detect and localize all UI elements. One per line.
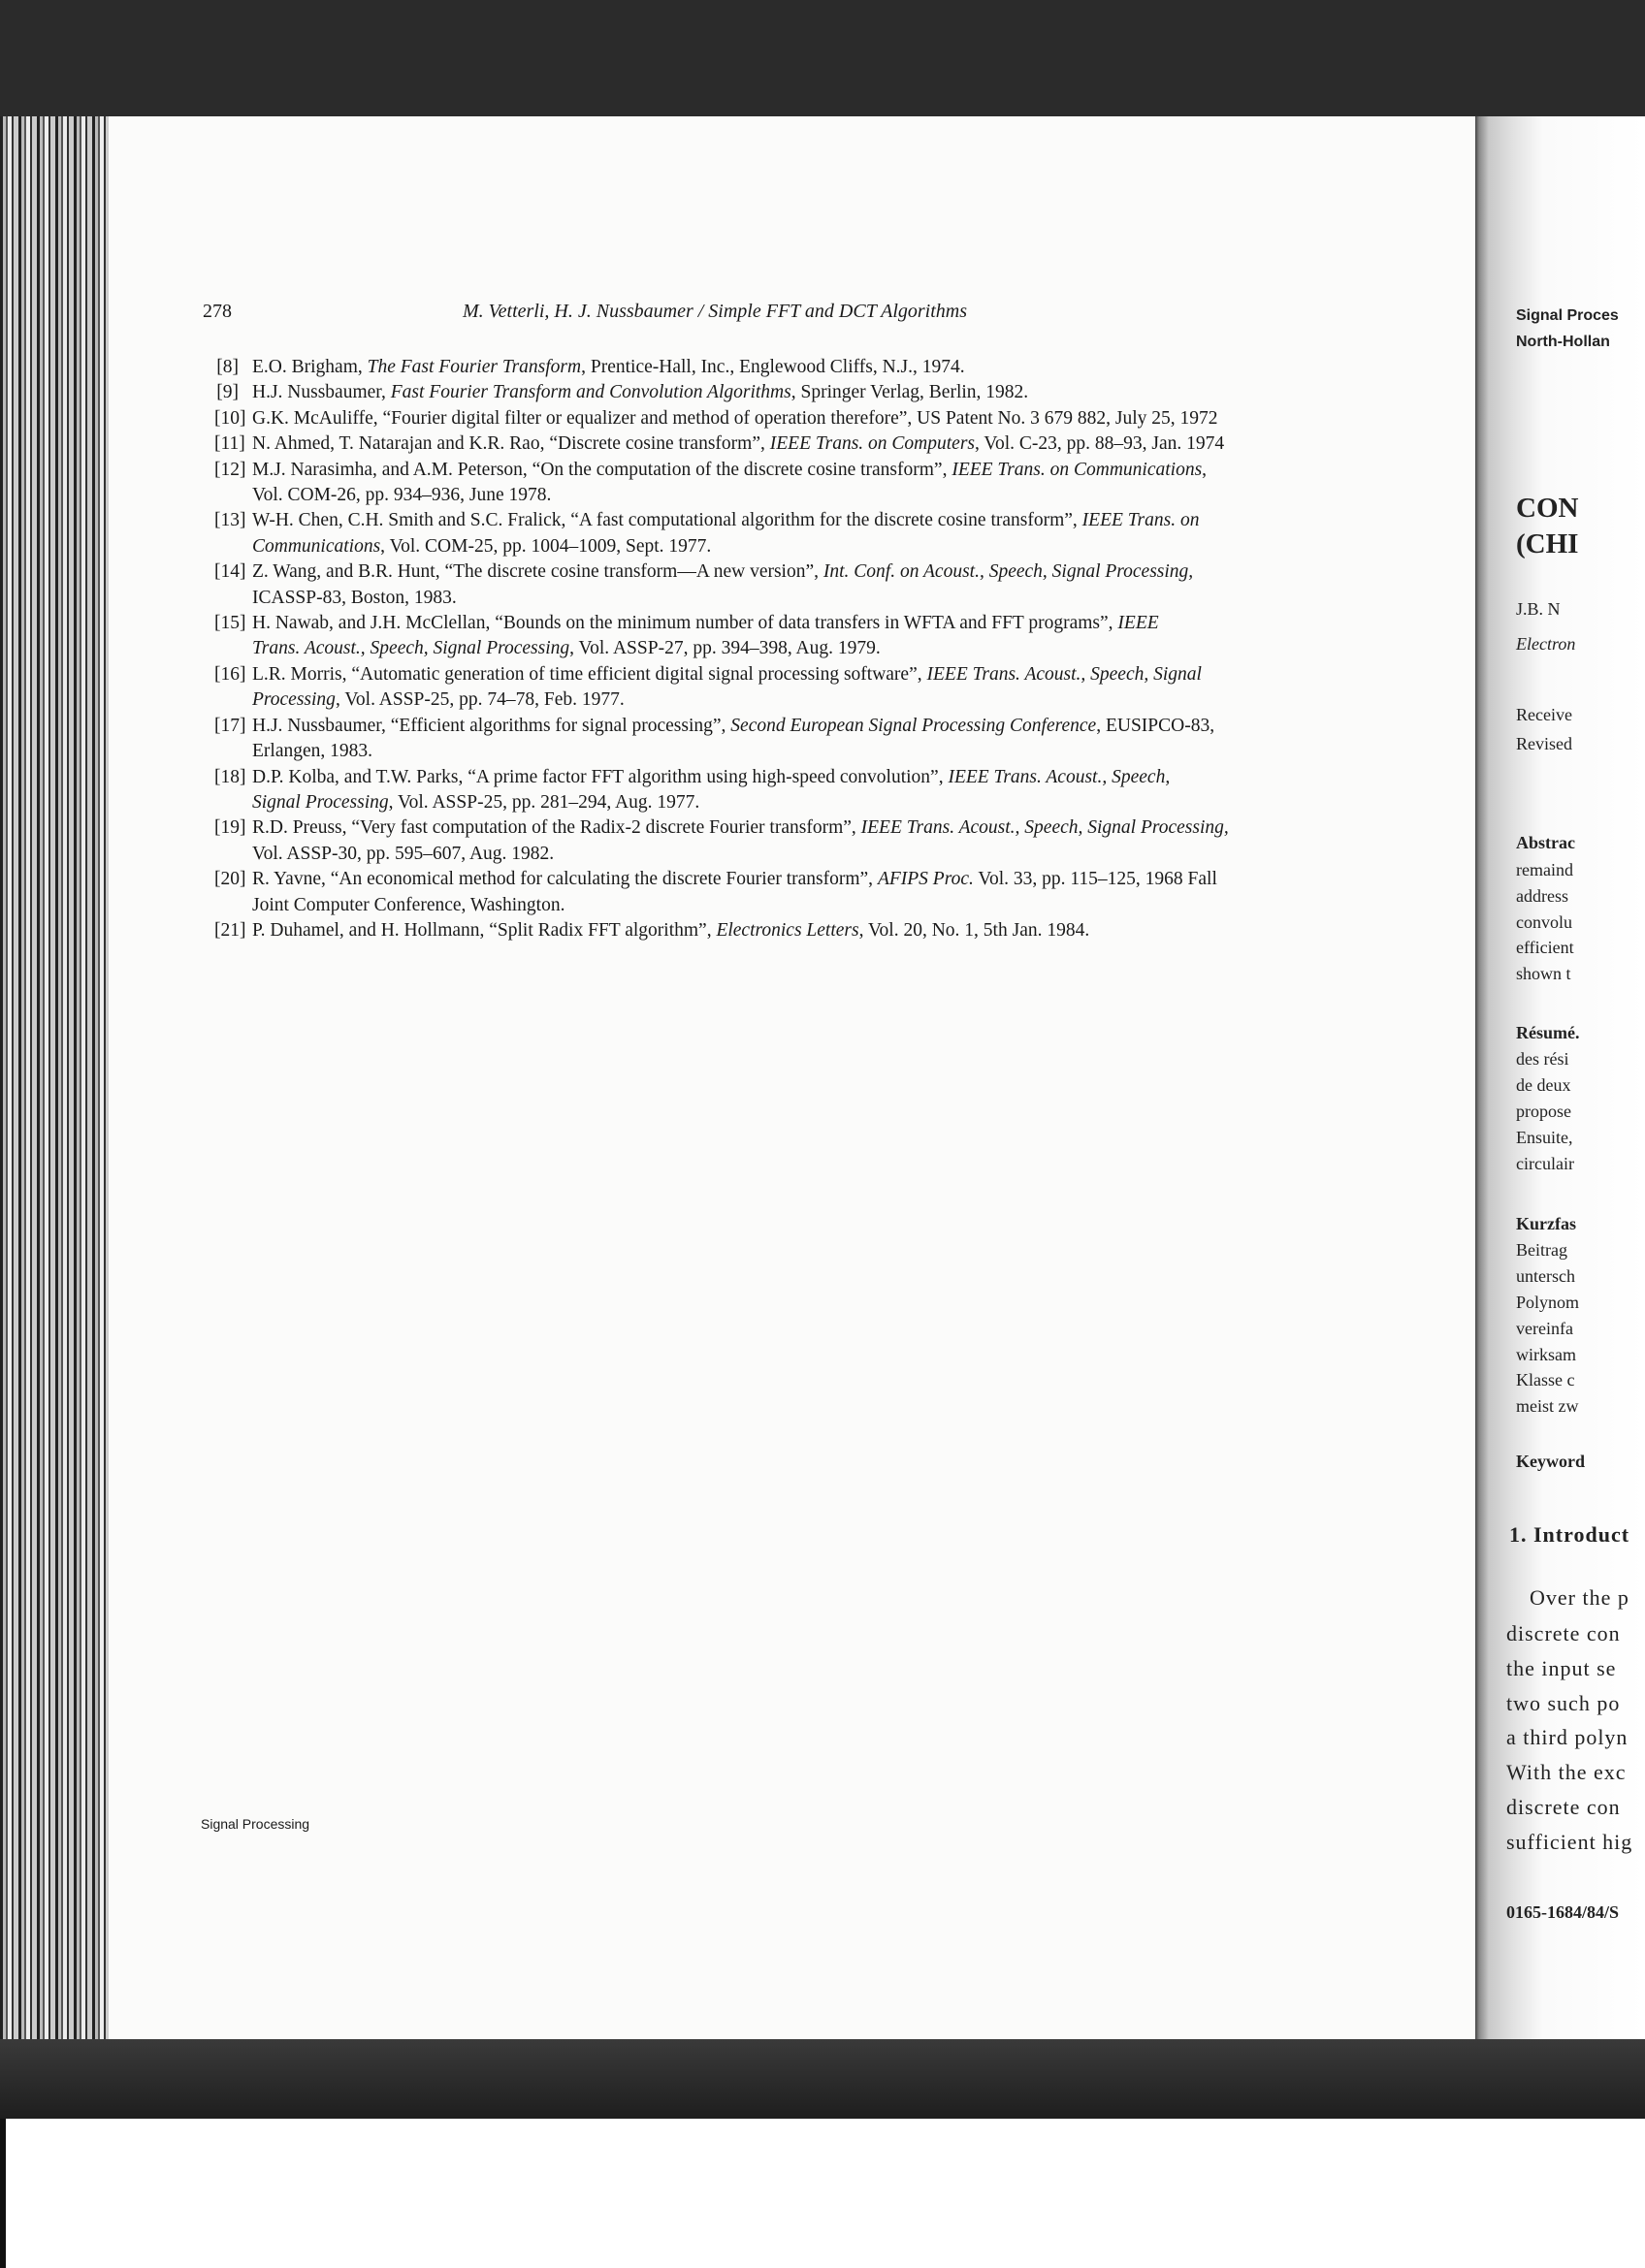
reference-italic-text: IEEE Trans. Acoust., Speech, Signal Processing, — [860, 817, 1229, 839]
reference-text: E.O. Brigham, — [252, 357, 368, 377]
reference-italic-text: Int. Conf. on Acoust., Speech, Signal Processing, — [822, 561, 1194, 583]
kurzfassung-line: wirksam — [1516, 1345, 1576, 1364]
reference-text: , Vol. C-23, pp. 88–93, Jan. 1974 — [975, 433, 1225, 455]
reference-line — [252, 790, 1229, 815]
reference-italic-text: IEEE Trans. Acoust., Speech, Signal — [926, 663, 1202, 685]
scan-edge-strip — [0, 2119, 6, 2268]
section-heading: 1. Introduct — [1509, 1522, 1630, 1547]
kurzfassung-line: meist zw — [1516, 1396, 1579, 1416]
reference-number: [12] — [214, 459, 246, 480]
reference-item — [201, 559, 1229, 611]
book-spine-edge — [0, 116, 109, 2039]
reference-number: [18] — [214, 766, 246, 787]
reference-italic-text: Trans. Acoust., Speech, Signal Processing — [252, 638, 570, 659]
right-page — [1475, 116, 1645, 2039]
resume-line: circulair — [1516, 1154, 1574, 1173]
reference-italic-text: Communications — [252, 535, 381, 557]
reference-line — [214, 406, 1229, 431]
reference-item — [201, 380, 1229, 405]
revised-date: Revised — [1516, 734, 1572, 753]
reference-text: ICASSP-83, Boston, 1983. — [252, 587, 457, 608]
reference-italic-text: IEEE Trans. on Communications — [952, 459, 1203, 480]
received-date: Receive — [1516, 705, 1572, 724]
reference-text: , — [1202, 459, 1208, 480]
intro-line: Over the p — [1530, 1585, 1629, 1610]
reference-italic-text: IEEE Trans. on — [1081, 510, 1200, 531]
resume-line: propose — [1516, 1102, 1571, 1121]
reference-line — [252, 483, 1229, 508]
reference-item — [201, 611, 1229, 662]
reference-line — [252, 534, 1229, 559]
reference-text: D.P. Kolba, and T.W. Parks, “A prime factor FFT algorithm using high-speed convolution”, — [252, 766, 949, 787]
intro-line: sufficient hig — [1506, 1830, 1633, 1854]
reference-number: [19] — [214, 817, 246, 839]
reference-number: [15] — [214, 613, 246, 634]
reference-text: Vol. 33, pp. 115–125, 1968 Fall — [973, 869, 1217, 890]
reference-italic-text: Signal Processing — [252, 791, 389, 813]
scan-bottom-border — [0, 2039, 1645, 2119]
intro-line: discrete con — [1506, 1795, 1621, 1819]
reference-text: , Prentice-Hall, Inc., Englewood Cliffs, N.J., 1974. — [581, 357, 965, 377]
reference-line — [214, 918, 1229, 943]
reference-text: W-H. Chen, C.H. Smith and S.C. Fralick, “A fast computational algorithm for the discrete cosine transform”, — [252, 510, 1082, 531]
reference-line — [214, 559, 1229, 585]
affiliation: Electron — [1516, 634, 1576, 654]
reference-line — [214, 714, 1229, 739]
reference-text: Vol. ASSP-30, pp. 595–607, Aug. 1982. — [252, 843, 555, 864]
reference-line — [214, 765, 1229, 790]
reference-line — [214, 431, 1229, 457]
reference-text: Vol. COM-26, pp. 934–936, June 1978. — [252, 485, 552, 506]
reference-text: , Vol. 20, No. 1, 5th Jan. 1984. — [858, 919, 1090, 941]
reference-text: , Springer Verlag, Berlin, 1982. — [790, 382, 1029, 403]
reference-italic-text: Electronics Letters — [716, 919, 859, 941]
reference-item — [201, 431, 1229, 457]
running-head: M. Vetterli, H. J. Nussbaumer / Simple FFT and DCT Algorithms — [462, 301, 968, 322]
left-page — [109, 116, 1475, 2039]
reference-text: L.R. Morris, “Automatic generation of time efficient digital signal processing software”, — [252, 663, 927, 685]
reference-italic-text: Fast Fourier Transform and Convolution Algorithms — [390, 382, 791, 403]
resume-line: Résumé. — [1516, 1023, 1580, 1042]
journal-footer: Signal Processing — [201, 1816, 310, 1832]
reference-line — [214, 662, 1229, 687]
reference-italic-text: IEEE Trans. on Computers — [769, 433, 976, 455]
reference-line — [252, 687, 1229, 713]
kurzfassung-line: Kurzfas — [1516, 1214, 1576, 1233]
resume-line: des rési — [1516, 1049, 1569, 1069]
reference-italic-text: AFIPS Proc. — [877, 869, 974, 890]
scan-top-border — [0, 0, 1645, 116]
reference-number: [8] — [216, 357, 239, 377]
reference-item — [201, 508, 1229, 559]
reference-item — [201, 458, 1229, 509]
reference-line — [216, 355, 1229, 380]
kurzfassung-line: untersch — [1516, 1266, 1575, 1286]
reference-item — [201, 662, 1229, 714]
reference-text: R. Yavne, “An economical method for calculating the discrete Fourier transform”, — [252, 869, 878, 890]
reference-line — [214, 611, 1229, 636]
reference-text: N. Ahmed, T. Natarajan and K.R. Rao, “Discrete cosine transform”, — [252, 433, 770, 455]
intro-line: two such po — [1506, 1691, 1621, 1715]
reference-line — [216, 380, 1229, 405]
issn-code: 0165-1684/84/S — [1506, 1902, 1620, 1922]
reference-number: [9] — [216, 382, 239, 403]
reference-text: , EUSIPCO-83, — [1096, 715, 1215, 736]
article-title: (CHI — [1516, 528, 1579, 559]
kurzfassung-line: vereinfa — [1516, 1319, 1573, 1338]
reference-line — [214, 508, 1229, 533]
intro-line: the input se — [1506, 1656, 1617, 1680]
page-number: 278 — [203, 301, 232, 322]
article-title: CON — [1516, 493, 1579, 524]
reference-line — [252, 739, 1229, 764]
resume-line: de deux — [1516, 1075, 1571, 1095]
abstract-line: address — [1516, 886, 1568, 906]
reference-text: M.J. Narasimha, and A.M. Peterson, “On the computation of the discrete cosine transform”, — [252, 459, 952, 480]
reference-item — [201, 714, 1229, 765]
journal-name: Signal Proces — [1516, 307, 1619, 324]
abstract-line: convolu — [1516, 912, 1572, 932]
reference-item — [201, 815, 1229, 867]
reference-item — [201, 867, 1229, 918]
reference-item — [201, 918, 1229, 943]
intro-line: a third polyn — [1506, 1725, 1629, 1749]
keywords-label: Keyword — [1516, 1452, 1585, 1471]
reference-italic-text: Processing — [252, 689, 336, 711]
reference-number: [13] — [214, 510, 246, 531]
reference-number: [10] — [214, 407, 246, 429]
reference-text: R.D. Preuss, “Very fast computation of the Radix-2 discrete Fourier transform”, — [252, 817, 861, 839]
reference-item — [201, 355, 1229, 380]
reference-text: , Vol. ASSP-25, pp. 281–294, Aug. 1977. — [388, 791, 700, 813]
abstract-line: efficient — [1516, 938, 1574, 957]
abstract-line: shown t — [1516, 964, 1571, 983]
reference-line — [214, 815, 1229, 841]
resume-line: Ensuite, — [1516, 1128, 1573, 1147]
author: J.B. N — [1516, 599, 1561, 619]
kurzfassung-line: Klasse c — [1516, 1370, 1575, 1390]
reference-number: [20] — [214, 869, 246, 890]
abstract-line: Abstrac — [1516, 833, 1575, 852]
reference-text: Joint Computer Conference, Washington. — [252, 894, 565, 915]
reference-text: Z. Wang, and B.R. Hunt, “The discrete cosine transform—A new version”, — [252, 561, 823, 583]
reference-italic-text: Second European Signal Processing Conference — [730, 715, 1097, 736]
reference-text: P. Duhamel, and H. Hollmann, “Split Radix FFT algorithm”, — [252, 919, 717, 941]
intro-line: With the exc — [1506, 1760, 1627, 1784]
reference-text: , Vol. ASSP-25, pp. 74–78, Feb. 1977. — [335, 689, 625, 711]
reference-text: H. Nawab, and J.H. McClellan, “Bounds on the minimum number of data transfers in WFTA and FFT programs”, — [252, 613, 1118, 634]
reference-text: G.K. McAuliffe, “Fourier digital filter or equalizer and method of operation therefore”, US Patent No. 3 679 882, July 25, 1972 — [252, 407, 1218, 429]
abstract-line: remaind — [1516, 860, 1573, 879]
reference-line — [252, 893, 1229, 918]
kurzfassung-line: Polynom — [1516, 1293, 1580, 1312]
reference-text: H.J. Nussbaumer, “Efficient algorithms for signal processing”, — [252, 715, 731, 736]
reference-line — [214, 458, 1229, 483]
reference-number: [17] — [214, 715, 246, 736]
reference-list — [201, 355, 1229, 943]
reference-text: , Vol. COM-25, pp. 1004–1009, Sept. 1977. — [380, 535, 712, 557]
reference-text: Erlangen, 1983. — [252, 741, 373, 762]
reference-number: [16] — [214, 663, 246, 685]
reference-line — [252, 586, 1229, 611]
reference-italic-text: IEEE — [1117, 613, 1159, 634]
reference-number: [14] — [214, 561, 246, 583]
reference-line — [252, 636, 1229, 661]
reference-line — [252, 842, 1229, 867]
reference-number: [11] — [214, 433, 245, 455]
reference-item — [201, 765, 1229, 816]
kurzfassung-line: Beitrag — [1516, 1240, 1567, 1260]
reference-text: H.J. Nussbaumer, — [252, 382, 391, 403]
reference-text: , Vol. ASSP-27, pp. 394–398, Aug. 1979. — [569, 638, 881, 659]
intro-line: discrete con — [1506, 1621, 1621, 1645]
reference-italic-text: IEEE Trans. Acoust., Speech, — [948, 766, 1171, 787]
reference-italic-text: The Fast Fourier Transform — [367, 357, 582, 377]
reference-number: [21] — [214, 919, 246, 941]
reference-item — [201, 406, 1229, 431]
reference-line — [214, 867, 1229, 892]
publisher: North-Hollan — [1516, 334, 1610, 350]
